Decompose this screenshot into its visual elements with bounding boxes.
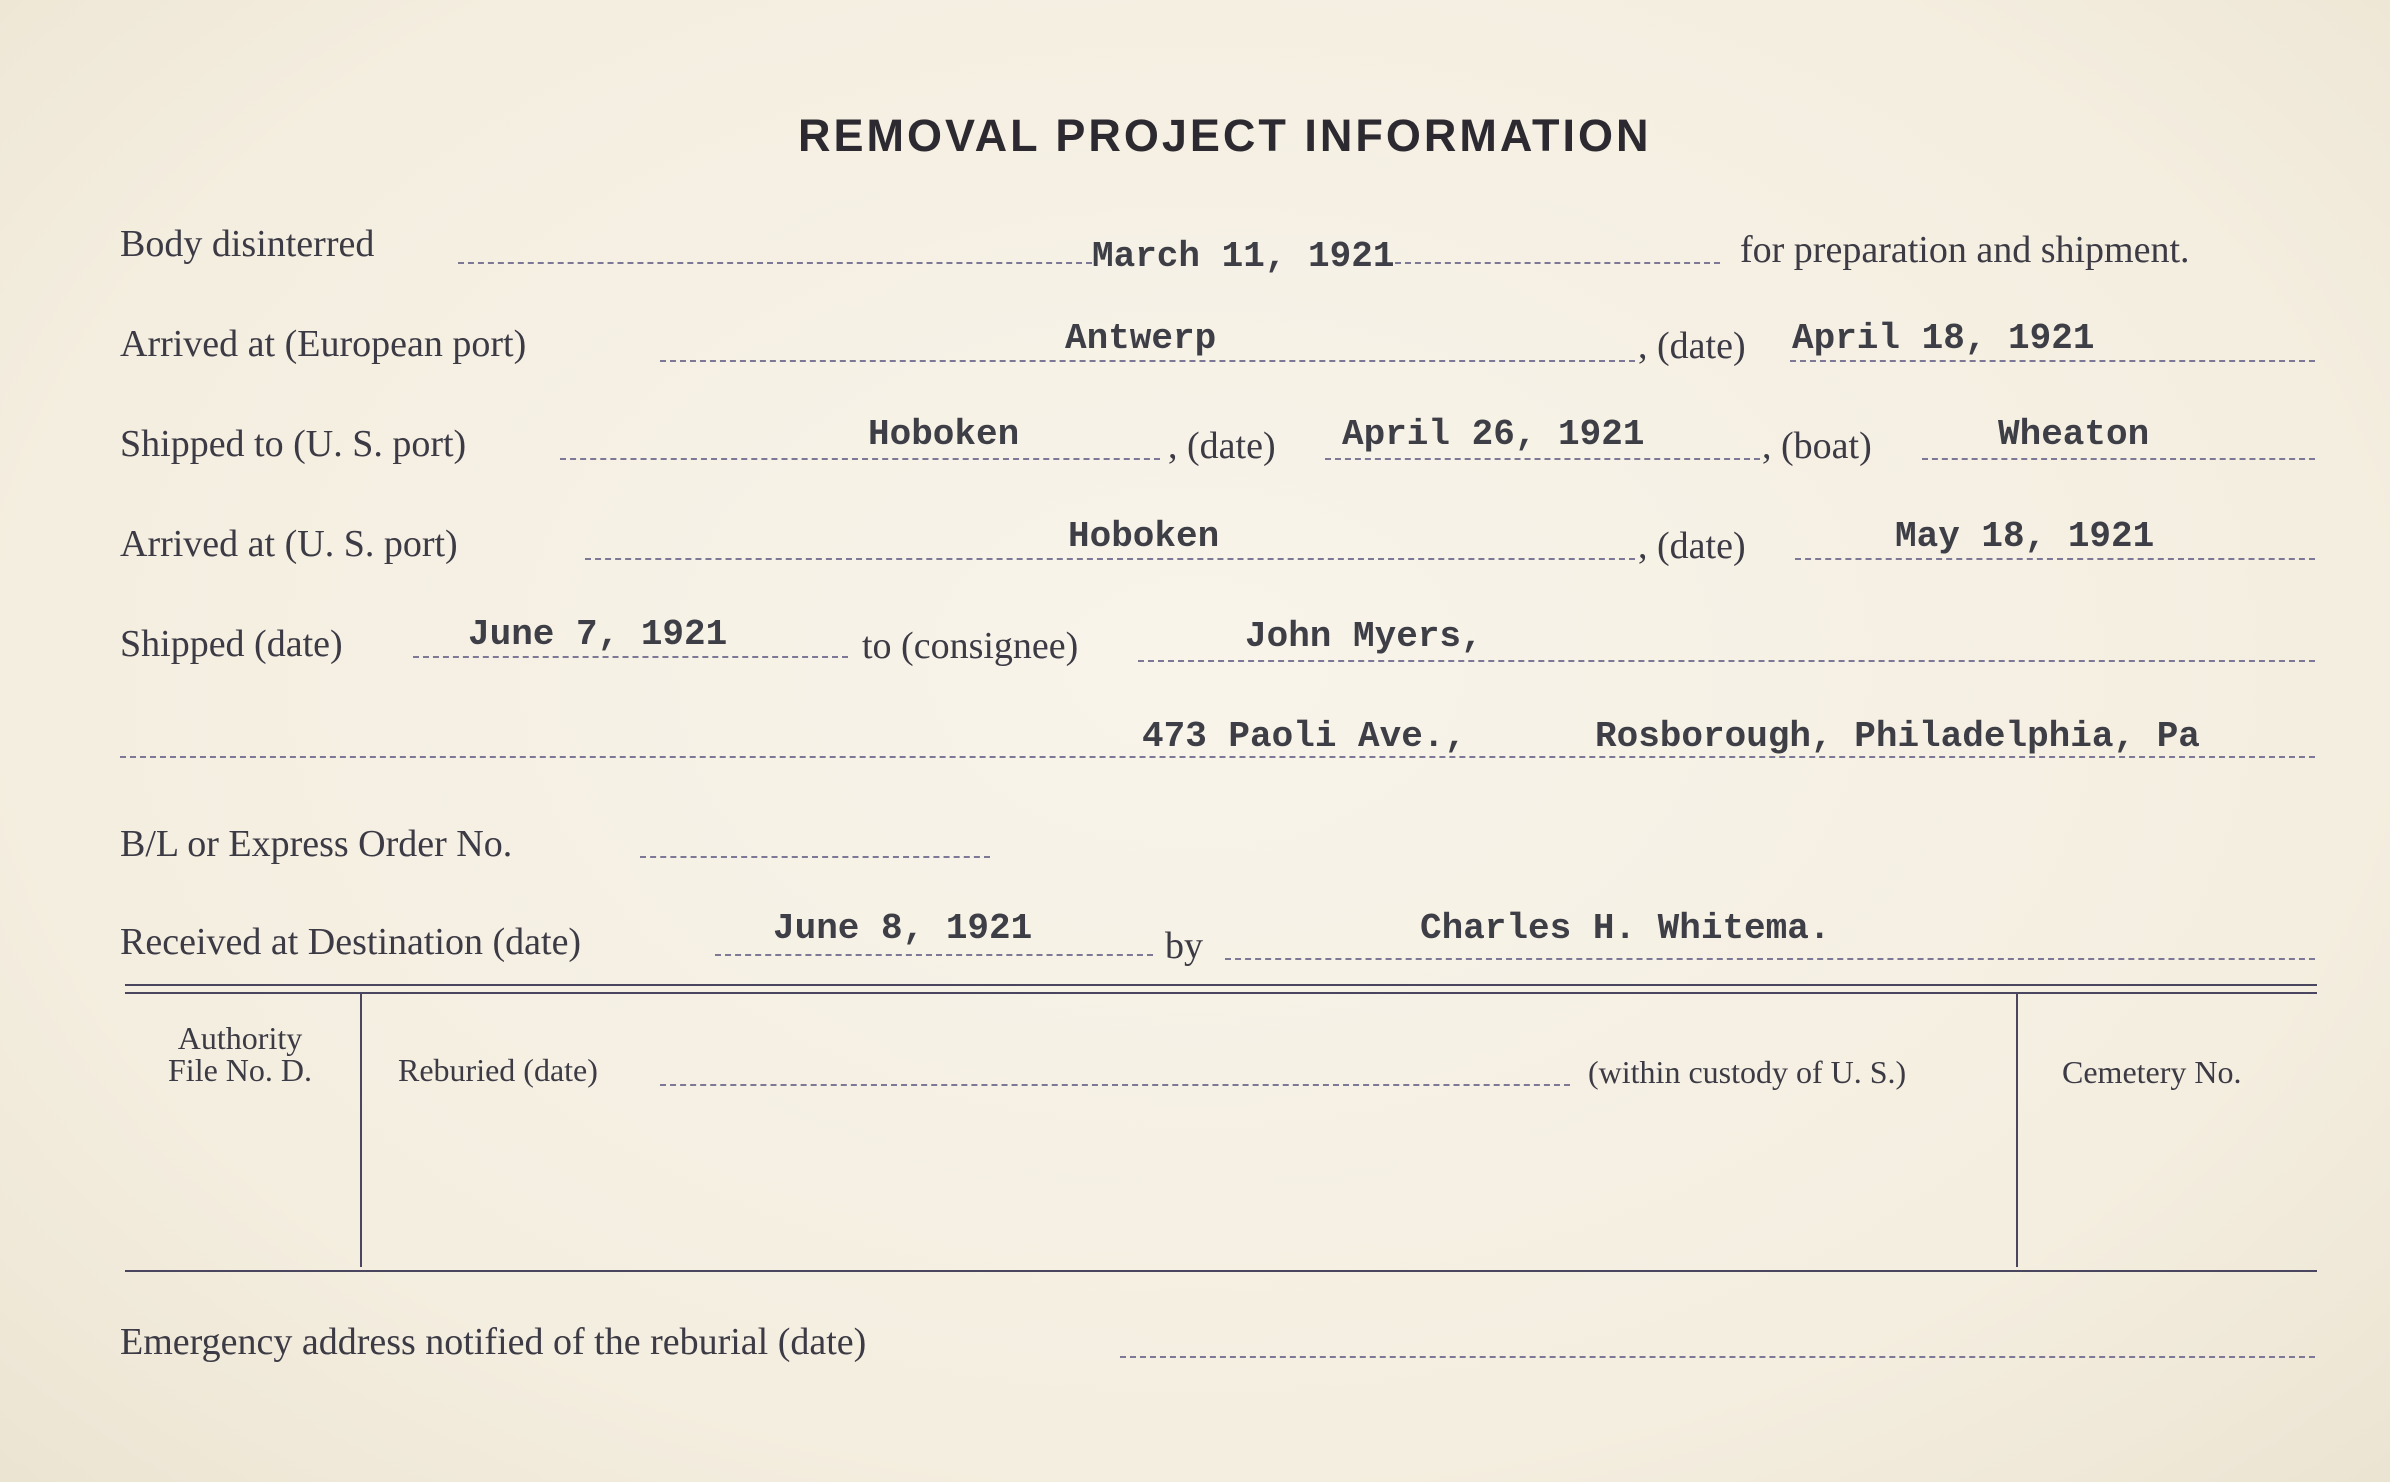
dotted-line	[660, 1084, 1570, 1086]
us-port-arrived-value: Hoboken	[1068, 516, 1220, 557]
dotted-line	[660, 360, 1635, 362]
dotted-line	[1795, 558, 2315, 560]
column-divider	[2016, 992, 2018, 1267]
consignee-street-value: 473 Paoli Ave.,	[1142, 716, 1467, 757]
dotted-line	[1120, 1356, 2315, 1358]
dotted-line	[1922, 458, 2315, 460]
us-port-shipped-value: Hoboken	[868, 414, 1020, 455]
dotted-line	[1138, 660, 2315, 662]
arrived-us-port-label: Arrived at (U. S. port)	[120, 523, 458, 565]
cemetery-no-label: Cemetery No.	[2062, 1054, 2242, 1090]
consignee-city-value: Rosborough, Philadelphia, Pa	[1595, 716, 2200, 757]
bl-express-order-label: B/L or Express Order No.	[120, 823, 513, 865]
us-port-shipped-date-value: April 26, 1921	[1342, 414, 1645, 455]
date-label: , (date)	[1168, 425, 1276, 467]
consignee-name-value: John Myers,	[1245, 616, 1483, 657]
disinterred-date-value: March 11, 1921	[1092, 236, 1395, 277]
shipped-us-port-label: Shipped to (U. S. port)	[120, 423, 467, 465]
boat-label: , (boat)	[1762, 425, 1872, 467]
received-date-value: June 8, 1921	[773, 908, 1033, 949]
authority-label-line1: Authority	[177, 1020, 303, 1056]
shipped-date-label: Shipped (date)	[120, 623, 343, 665]
column-divider	[360, 992, 362, 1267]
card-title: REMOVAL PROJECT INFORMATION	[798, 110, 1652, 161]
emergency-address-label: Emergency address notified of the reburial (date)	[120, 1321, 867, 1363]
us-port-arrived-date-value: May 18, 1921	[1895, 516, 2155, 557]
boat-name-value: Wheaton	[1998, 414, 2150, 455]
reburied-date-label: Reburied (date)	[398, 1052, 598, 1088]
dotted-line	[1790, 360, 2315, 362]
dotted-line	[413, 656, 848, 658]
dotted-line	[560, 458, 1160, 460]
date-label: , (date)	[1638, 325, 1746, 367]
for-preparation-label: for preparation and shipment.	[1740, 229, 2190, 271]
table-top-rule-inner	[125, 992, 2317, 994]
body-disinterred-label: Body disinterred	[120, 223, 375, 265]
within-custody-label: (within custody of U. S.)	[1588, 1054, 1907, 1090]
shipped-date-value: June 7, 1921	[468, 614, 728, 655]
dotted-line	[715, 954, 1153, 956]
dotted-line	[585, 558, 1635, 560]
dotted-line	[1225, 958, 2315, 960]
dotted-line	[458, 262, 1720, 264]
european-port-date-value: April 18, 1921	[1792, 318, 2095, 359]
table-bottom-rule	[125, 1270, 2317, 1272]
dotted-line	[640, 856, 990, 858]
received-destination-label: Received at Destination (date)	[120, 921, 582, 963]
to-consignee-label: to (consignee)	[862, 625, 1079, 667]
authority-label-line2: File No. D.	[168, 1052, 312, 1088]
received-by-value: Charles H. Whitema.	[1420, 908, 1831, 949]
european-port-value: Antwerp	[1065, 318, 1217, 359]
by-label: by	[1165, 925, 1203, 967]
date-label: , (date)	[1638, 525, 1746, 567]
table-top-rule	[125, 984, 2317, 986]
arrived-european-port-label: Arrived at (European port)	[120, 323, 527, 365]
dotted-line	[1325, 458, 1760, 460]
